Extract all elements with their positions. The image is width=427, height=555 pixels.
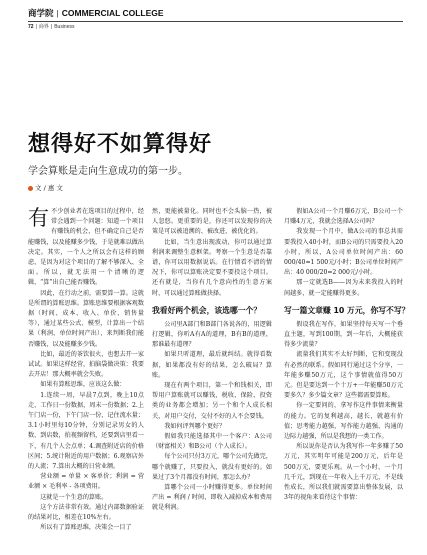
paragraph-text: 不少创业者在选项目的过程中，经常会遇到一个问题：知道一个项目有赚钱的机会，但不确定自己是否能赚钱，以及能赚多少钱，于是就难以做出决定。其实，一个人之所以会有这样的顾虑，是因为对这个项目的了解不够深入、全面。所以，就无法用一个清晰的逻辑，“算”出自己能否赚钱。 <box>28 208 144 287</box>
section-name-cn: 商学院 <box>28 8 54 18</box>
body-paragraph: 公司里A部门和B部门各说各的，用逻辑打逻辑，你听A有A的道理，B有B的道理，那谁最有道理？ <box>152 320 272 349</box>
body-paragraph: 你一定要问的，拿写作这件事情来衡量的能力。它的复利越高，越长，就越有价值；思考能力越强，写作能力越强，沟通的边际力越强，所以是我想的一类工作。 <box>284 402 403 441</box>
byline <box>28 184 63 193</box>
body-column-2 <box>152 207 272 514</box>
folio-separator: | <box>35 24 37 30</box>
body-paragraph: 每个公司只付3万元，哪个公司先做完，哪个就赚了，只要投入，就没有更好的。如果过了3个月都没有时间，那怎么办？ <box>152 453 272 481</box>
body-paragraph: 算哪个公司一小时赚得更多。单位时间产出 = 利润 / 时间，即收入减掉成本和费用就是利润。 <box>152 484 272 512</box>
body-paragraph-continued: 然，更能被量化。同时也不会头脑一热，被人忽悠。更重要的是，你还可以发现你的决策是可以被追溯的、被改进、被优化的。 <box>152 208 272 236</box>
body-column-3 <box>284 207 410 503</box>
body-column-1 <box>28 207 144 534</box>
header-divider <box>28 21 403 22</box>
body-paragraph: 所以有了算账思维，决策会一目了 <box>40 524 132 532</box>
author-credit: 文 / 惠 文 <box>35 184 63 192</box>
body-paragraph: 如果有算账思维，应该这么做： <box>40 381 126 389</box>
header-separator: | <box>56 8 59 18</box>
body-paragraph: 如果只听道理，最后就纠结。就得看数据，如果都没有好的结果，怎么破局？算账。 <box>152 351 272 379</box>
body-paragraph: 那一定就选B——因为未来我投入的时间越多，就一定能赚得更多。 <box>284 279 403 297</box>
section-heading: 写一篇文章赚 10 万元，你写不写？ <box>284 305 410 315</box>
body-paragraph: 营业额 = 单量 × 客单价；利润 = 营业额 × 毛利率 - 各项费用。 <box>28 473 144 491</box>
body-paragraph: 1.连续一周，早晨7点到，晚上10点走，工作日一份数据，周末一份数据；2.上午门店一份，下午门店一份，记住流水量；3.1小时里每10分钟，分别记录男女的人数、到店数，拍视频留档，还要到店里看一下，有几个人会点单；4.调查附近店的价格区间；5.统计附近的用户数据；6.观察店外的人流；7.算出大概的日营业额。 <box>28 391 144 471</box>
drop-cap: 有 <box>28 206 49 230</box>
magazine-name-cn: 商界 <box>38 24 49 30</box>
body-paragraph: 我发现一个月中，做A公司的事总共需要我投入40小时，而B公司的只需要投入20小时，所以，A公司单位时间产出：60 000/40=1 500元/小时；B公司单位时间产出：40 000/20=2 000元/小时。 <box>284 228 403 277</box>
body-paragraph: 现在有两个项目，第一个和钱相关，即帮用户算账就可以赚钱，税收、保险、投资类的业务都会增加；另一个和个人成长相关，对用户交付，交付不好的人不会要钱。 <box>152 382 272 420</box>
body-paragraph: 这就是一个生意的算账。 <box>40 493 108 501</box>
page-number: 72 <box>28 24 34 30</box>
section-header <box>28 8 164 18</box>
body-paragraph: 流量我们其实不太好判断，它和变现没有必然的联系。假如同行通过这个分享，一年能多赚50万元，这个事情就值得50万元。但是要达到一个十万+一年能赚50万元要多久？多少篇文章？这些都需要算账。 <box>284 351 403 400</box>
magazine-name-en: Business <box>54 24 75 30</box>
body-paragraph: 假如A公司一个月赚6万元，B公司一个月赚4万元，我就会选择A公司吗？ <box>284 208 403 226</box>
body-paragraph: 所以说你是否认为我写作一年多赚了50万元，其实明年可能是200万元，后年是500万元，要更乐观。从一个小时、一个月几千元，到现在一年收入上千万元，不是线性成长，所以我们就需要算出整体发展，以3年的视角来看待这个事情： <box>284 443 403 502</box>
body-paragraph <box>28 207 144 289</box>
body-paragraph: 假如我只能选择其中一个客户：A公司（财富相关）和B公司（个人成长）。 <box>152 433 272 451</box>
folio <box>28 24 75 31</box>
body-paragraph: 假设我在写作，如果坚持每天写一个垂直主题，写到100期，到一年后，大概能获得多少流量？ <box>284 320 403 349</box>
folio-separator: | <box>50 24 53 30</box>
body-paragraph: 因此，在行动之前，需要算一算。这就是所谓的算账思维。算账思维要根据客观数据（时间、成本、收入、单价、销售量等），通过某些公式、模型，计算出一个结果（利润、单位时间产出），来判断我们能否赚钱，以及能赚多少钱。 <box>28 289 144 348</box>
body-paragraph: 这个方法非常有效。通过内部数据验证的结果对比，相差在10%左右。 <box>28 503 144 522</box>
article-subtitle: 学会算账是走向生意成功的第一步。 <box>28 166 188 177</box>
section-heading: 我看好两个机会，该选哪一个？ <box>152 305 262 315</box>
article-title: 想得好不如算得好 <box>28 132 213 157</box>
body-paragraph: 比如，当生意出现波动，你可以通过算利润来调整生意框架。考察一个生意是否靠谱，你可以用数据说话。在行情看不清的情况下，你可以算账决定要不要投这个项目。还有就是，当你有几个意向性的生意方案时，可以通过算账做抉择。 <box>152 238 272 297</box>
body-paragraph: 我如何评判哪个更好？ <box>164 422 226 430</box>
section-name-en: COMMERCIAL COLLEGE <box>61 8 164 18</box>
body-paragraph: 比如，最近的茶饮很火，也想去开一家试试。如果这样经营，拍脑袋做决策：我要去开店！那大概率就会失败。 <box>28 350 144 379</box>
byline-bullet-icon <box>28 186 33 191</box>
